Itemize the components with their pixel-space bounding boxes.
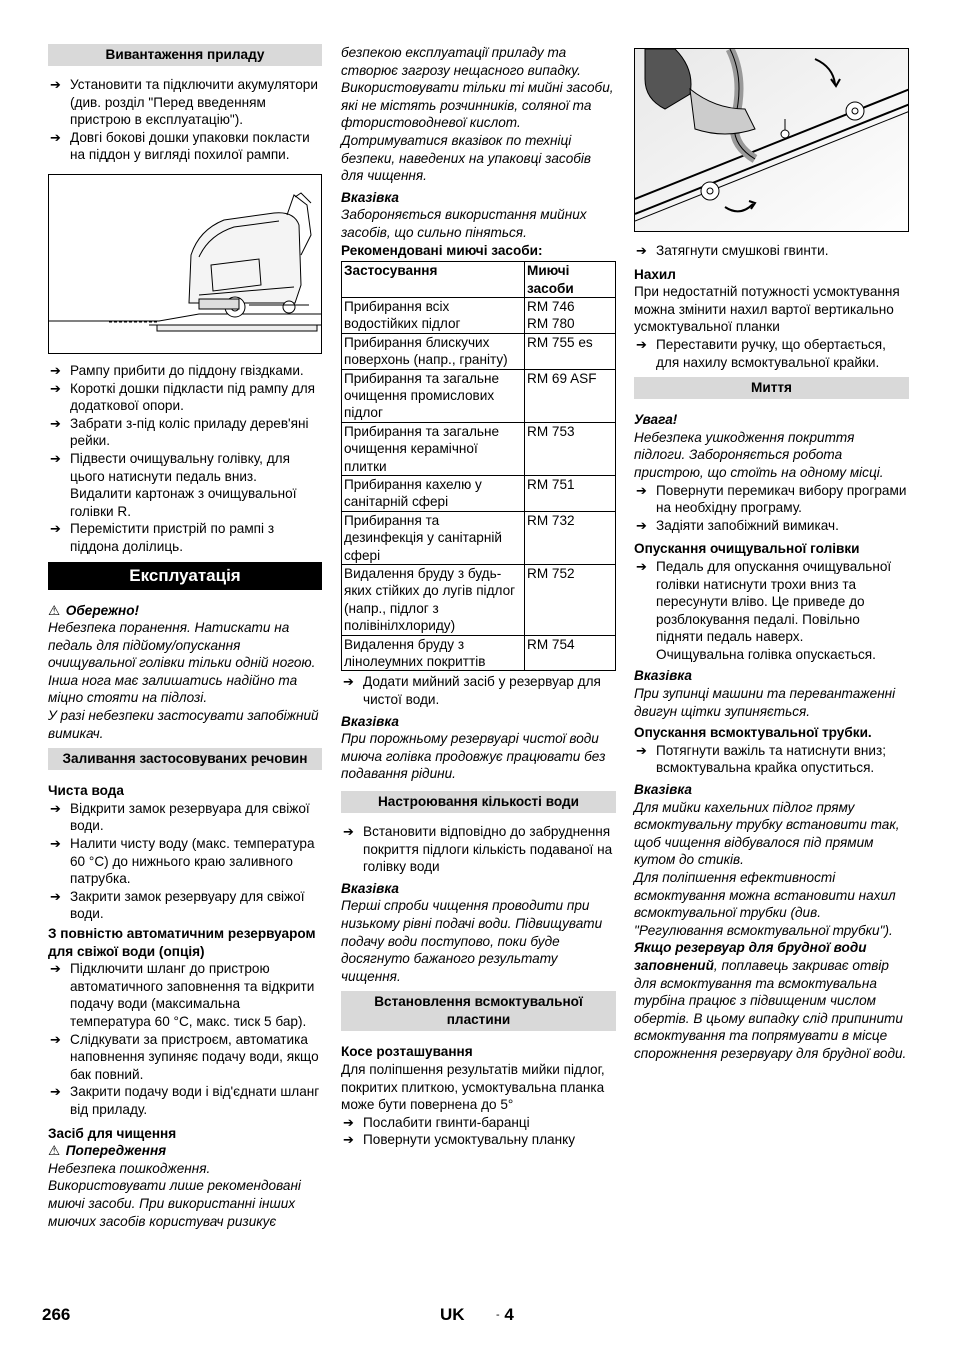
table-row [342,635,616,671]
table-row [342,369,616,422]
note-text-5: Для мийки кахельних підлог пряму всмоктувальну трубку встановити так, щоб чищення відбувалося під прямим кутом до стиків. [634,799,900,868]
step-water-3: ➔ Закрити замок резервуару для свіжої води. [48,888,322,923]
caution-label-row [48,602,322,620]
note-text-3: Перші спроби чищення проводити при низькому рівні подачі води. Підвищувати подачу води поступово, поки буде досягнуто бажаного результату чищення. [341,898,603,984]
step-lower-head-1: ➔ Педаль для опускання очищувальної голівки натиснути трохи вниз та пересунути вліво. Це приведе до розблокування педалі. Повільно підняти педаль наверх. [634,558,909,646]
caution-text: Небезпека поранення. Натискати на педаль для підйому/опускання очищувальної голівки тільки одній ногою. Інша нога має залишатись надійно та міцно стояти на підлозі. [48,620,316,706]
tilt-text: При недостатній потужності усмоктування можна змінити нахил вартої вертикально усмоктувальної планки [634,284,900,335]
step-unload-1: ➔ Установити та підключити акумулятори (див. розділ "Перед введенням пристрою в експлуатацію"). [48,76,322,129]
table-cell-application: Прибирання та дезинфекція у санітарній сфері [342,511,525,564]
table-header-row [342,262,616,298]
step-unload-3: ➔ Рампу прибити до піддону гвіздками. [48,362,322,380]
note-text-4: При зупинці машини та перевантаженні двигун щітки зупиняється. [634,686,896,719]
step-oblique-1: ➔ Послабити гвинти-баранці [341,1114,616,1132]
step-unload-5: ➔ Забрати з-під коліс приладу дерев'яні рейки. [48,415,322,450]
note-label-3: Вказівка [341,880,399,896]
note-text-5c [634,939,909,1062]
step-unload-7: ➔ Перемістити пристрій по рампі з піддона долілиць. [48,520,322,555]
heading-squeegee: Встановлення всмоктувальної пластини [341,991,616,1031]
table-cell-application: Видалення бруду з лінолеумних покриттів [342,635,525,671]
table-cell-application: Прибирання та загальне очищення промислових підлог [342,369,525,422]
step-auto-2: ➔ Слідкувати за пристроєм, автоматика наповнення зупиняє подачу води, якщо бак повний. [48,1031,322,1084]
attention-label: Увага! [634,412,678,428]
heading-operation: Експлуатація [48,562,322,590]
table-cell-detergent: RM 732 [525,511,616,564]
note-text-1: Забороняється використання мийних засобів, що сильно піняться. [341,207,587,240]
detergent-table [341,261,616,671]
table-cell-detergent: RM 69 ASF [525,369,616,422]
step-water-2: ➔ Налити чисту воду (макс. температура 60 °C) до нижнього краю заливного патрубка. [48,835,322,888]
page-number: 266 [42,1305,71,1324]
table-cell-application: Прибирання блискучих поверхонь (напр., граніту) [342,333,525,369]
oblique-text: Для поліпшення результатів мийки підлог, покритих плиткою, усмоктувальна планка може бути повернена до 5° [341,1061,605,1113]
note-label-2: Вказівка [341,713,399,729]
table-row [342,422,616,475]
note-text-5-rest: , поплавець закриває отвір для всмоктування та всмоктувальна турбіна працює з підвищеним числом обертів. В цьому випадку слід припинити всмоктування та попрямувати в місце спорожнення резервуару для брудної води. [634,957,907,1061]
heading-fill: Заливання застосовуваних речовин [48,748,322,770]
subheading-detergent: Засіб для чищення [48,1125,177,1141]
table-cell-application: Прибирання та загальне очищення керамічної плитки [342,422,525,475]
note-label-1: Вказівка [341,189,399,205]
squeegee-illustration [635,49,909,232]
table-cell-detergent: RM 746 RM 780 [525,297,616,333]
table-cell-detergent: RM 753 [525,422,616,475]
table-row [342,476,616,512]
step-lower-tube-1: ➔ Потягнути важіль та натиснути вниз; всмоктувальна крайка опуститься. [634,742,909,777]
subheading-lower-tube: Опускання всмоктувальної трубки. [634,725,872,741]
sub-page-number [496,1306,514,1325]
table-cell-application: Видалення бруду з будь-яких стійких до лугів підлог (напр., підлог з полівінілхлориду) [342,565,525,636]
subheading-oblique: Косе розташування [341,1044,473,1060]
caution-label: Обережно! [65,602,140,618]
note-text-5b: Для поліпшення ефективності всмоктування можна встановити нахил всмоктувальної трубки (див. "Регулювання всмоктувальної трубки"). [634,870,896,938]
table-cell-detergent: RM 751 [525,476,616,512]
machine-ramp-illustration [49,175,322,354]
table-row [342,565,616,636]
step-unload-2: ➔ Довгі бокові дошки упаковки покласти на піддон у вигляді похилої рампи. [48,129,322,164]
step-add-detergent: ➔ Додати мийний засіб у резервуар для чистої води. [341,673,616,708]
column-right [634,44,909,1063]
step-auto-3: ➔ Закрити подачу води і від'єднати шланг від приладу. [48,1083,322,1118]
step-unload-6: ➔ Підвести очищувальну голівку, для цього натиснути педаль вниз. [48,450,322,485]
subheading-auto-tank: З повністю автоматичним резервуаром для свіжої води (опція) [48,926,316,959]
subheading-tilt: Нахил [634,266,676,282]
table-row [342,333,616,369]
step-water-1: ➔ Відкрити замок резервуара для свіжої води. [48,800,322,835]
attention-text: Небезпека ушкодження покриття підлоги. Забороняється робота пристрою, що стоїть на одному місці. [634,429,884,480]
warning-label: Попередження [65,1143,167,1159]
subheading-fresh-water: Чиста вода [48,783,124,799]
note-label-4: Вказівка [634,668,692,684]
table-cell-application: Прибирання всіх водостійких підлог [342,297,525,333]
column-middle [341,44,616,1149]
heading-unload: Вивантаження приладу [48,44,322,66]
note-text-2: При порожньому резервуарі чистої води миюча голівка продовжує працювати без подавання рідини. [341,731,606,782]
figure-squeegee [634,48,909,232]
step-lower-head-1b: Очищувальна голівка опускається. [656,646,876,662]
column-left [48,44,322,1230]
step-wash-1: ➔ Повернути перемикач вибору програми на необхідну програму. [634,482,909,517]
table-cell-detergent: RM 755 es [525,333,616,369]
table-cell-detergent: RM 754 [525,635,616,671]
step-wash-2: ➔ Задіяти запобіжний вимикач. [634,517,909,535]
subheading-recommended: Рекомендовані миючі засоби: [341,242,543,258]
note-label-5: Вказівка [634,782,692,798]
sub-page-prefix: - [496,1309,500,1321]
safety-continuation: безпекою експлуатації приладу та створює загрозу нещасного випадку. Використовувати тільки ті мийні засоби, які не містять розчинників, соляної та фтористоводневої кислот. Дотримуватися вказівок по техніці безпеки, наведених на упаковці засобів для чищення. [341,45,614,184]
figure-machine-ramp [48,174,322,354]
caution-text-2: У разі небезпеки застосувати запобіжний вимикач. [48,708,319,741]
warning-label-row [48,1142,322,1160]
table-header-application: Застосування [342,262,525,298]
step-unload-6b: Видалити картонаж з очищувальної голівки R. [70,486,297,519]
heading-water-amount: Настроювання кількості води [341,791,616,813]
table-header-detergent: Миючі засоби [525,262,616,298]
table-cell-detergent: RM 752 [525,565,616,636]
warning-triangle-icon: ⚠ [48,602,61,618]
step-water-amount: ➔ Встановити відповідно до забруднення покриття підлоги кількість подаваної на голівку води [341,823,616,876]
step-oblique-2: ➔ Повернути усмоктувальну планку [341,1131,616,1149]
table-row [342,511,616,564]
step-tilt-1: ➔ Переставити ручку, що обертається, для нахилу всмоктувальної крайки. [634,336,909,371]
sub-page-value: 4 [504,1305,514,1324]
step-auto-1: ➔ Підключити шланг до пристрою автоматичного заповнення та відкрити подачу води (максимальна температура 60 °C, макс. тиск 5 бар). [48,960,322,1030]
step-unload-4: ➔ Короткі дошки підкласти під рампу для додаткової опори. [48,380,322,415]
warning-triangle-icon: ⚠ [48,1143,61,1159]
subheading-lower-head: Опускання очищувальної голівки [634,541,860,557]
warning-text: Небезпека пошкодження. Використовувати лише рекомендовані миючі засоби. При використанні інших миючих засобів користувач ризикує [48,1160,301,1229]
heading-wash: Миття [634,377,909,399]
step-tighten: ➔ Затягнути смушкові гвинти. [634,242,909,260]
note-text-5-bold: Якщо резервуар для брудної води заповнений [634,940,867,973]
table-row [342,297,616,333]
language-code: UK [440,1305,465,1324]
table-cell-application: Прибирання кахелю у санітарній сфері [342,476,525,512]
